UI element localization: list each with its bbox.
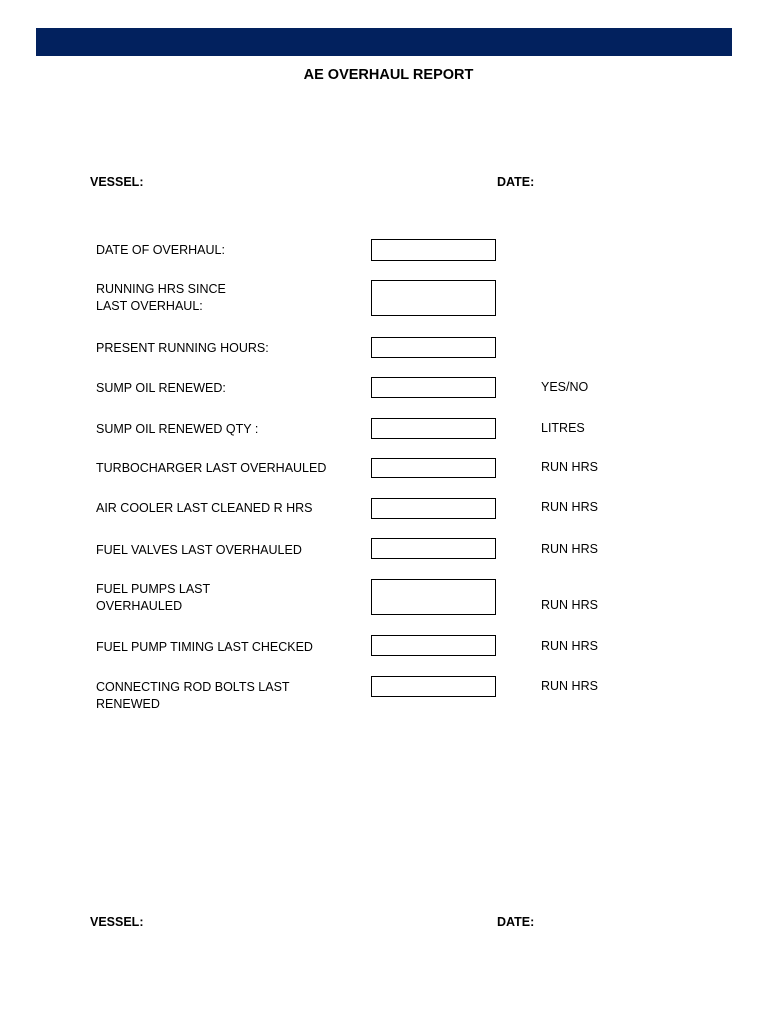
- unit-run-hrs: RUN HRS: [541, 639, 598, 653]
- running-hrs-since-last-overhaul-field[interactable]: [371, 280, 496, 316]
- unit-yes-no: YES/NO: [541, 380, 589, 394]
- label-air-cooler-last-cleaned: AIR COOLER LAST CLEANED R HRS: [96, 501, 313, 515]
- present-running-hours-field[interactable]: [371, 337, 496, 358]
- sump-oil-renewed-qty-field[interactable]: [371, 418, 496, 439]
- label-running-hrs-since-last-overhaul: RUNNING HRS SINCE LAST OVERHAUL:: [96, 282, 226, 313]
- label-fuel-valves-last-overhauled: FUEL VALVES LAST OVERHAULED: [96, 543, 302, 557]
- label-fuel-pump-timing-last-checked: FUEL PUMP TIMING LAST CHECKED: [96, 640, 313, 654]
- label-present-running-hours: PRESENT RUNNING HOURS:: [96, 341, 269, 355]
- label-sump-oil-renewed-qty: SUMP OIL RENEWED QTY :: [96, 422, 259, 436]
- air-cooler-last-cleaned-field[interactable]: [371, 498, 496, 519]
- unit-run-hrs: RUN HRS: [541, 460, 598, 474]
- unit-run-hrs: RUN HRS: [541, 598, 598, 612]
- fuel-pump-timing-last-checked-field[interactable]: [371, 635, 496, 656]
- label-sump-oil-renewed: SUMP OIL RENEWED:: [96, 381, 226, 395]
- vessel-label-top: VESSEL:: [90, 175, 144, 189]
- label-connecting-rod-bolts-last-renewed: CONNECTING ROD BOLTS LAST RENEWED: [96, 680, 290, 711]
- label-date-of-overhaul: DATE OF OVERHAUL:: [96, 243, 225, 257]
- sump-oil-renewed-field[interactable]: [371, 377, 496, 398]
- vessel-label-bottom: VESSEL:: [90, 915, 144, 929]
- fuel-pumps-last-overhauled-field[interactable]: [371, 579, 496, 615]
- unit-run-hrs: RUN HRS: [541, 500, 598, 514]
- label-fuel-pumps-last-overhauled: FUEL PUMPS LAST OVERHAULED: [96, 582, 210, 613]
- unit-run-hrs: RUN HRS: [541, 679, 598, 693]
- date-label-bottom: DATE:: [497, 915, 535, 929]
- fuel-valves-last-overhauled-field[interactable]: [371, 538, 496, 559]
- unit-litres: LITRES: [541, 421, 585, 435]
- unit-run-hrs: RUN HRS: [541, 542, 598, 556]
- turbocharger-last-overhauled-field[interactable]: [371, 458, 496, 478]
- label-turbocharger-last-overhauled: TURBOCHARGER LAST OVERHAULED: [96, 461, 327, 475]
- date-label-top: DATE:: [497, 175, 535, 189]
- header-bar: [36, 28, 732, 56]
- connecting-rod-bolts-last-renewed-field[interactable]: [371, 676, 496, 697]
- date-of-overhaul-field[interactable]: [371, 239, 496, 261]
- report-title: AE OVERHAUL REPORT: [303, 67, 474, 83]
